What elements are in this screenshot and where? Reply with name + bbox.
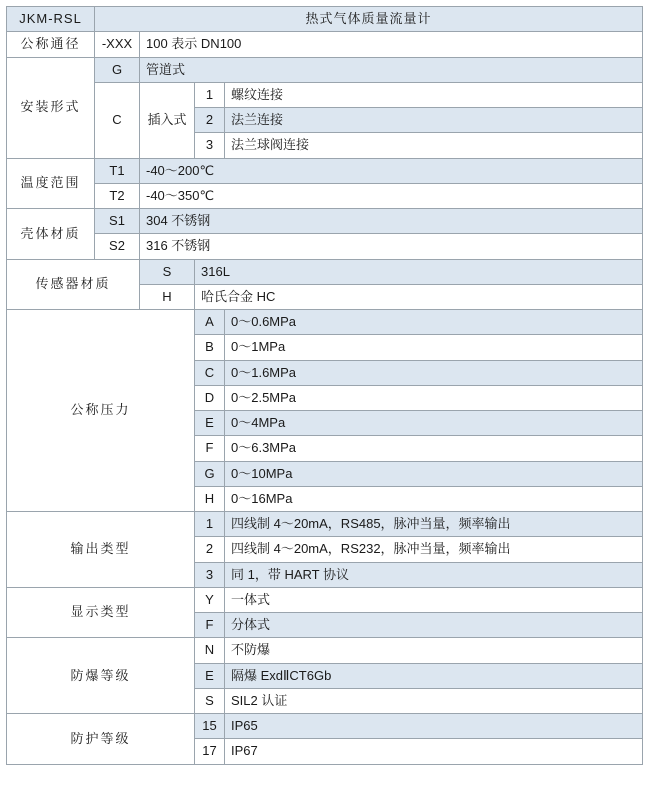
code-pressure-g: G (195, 461, 225, 486)
code-nominal-diameter: -XXX (95, 32, 140, 57)
table-row-temperature-1 (7, 158, 643, 183)
code-display-2: F (195, 613, 225, 638)
code-pressure-h: H (195, 486, 225, 511)
label-output-type: 输出类型 (7, 512, 195, 588)
value-insert-option-3: 法兰球阀连接 (225, 133, 643, 158)
value-install-pipe: 管道式 (140, 57, 643, 82)
value-sensor-1: 316L (195, 259, 643, 284)
table-row-shell-2 (7, 234, 643, 259)
table-row-exproof-1 (7, 638, 643, 663)
code-sensor-2: H (140, 284, 195, 309)
page-title: 热式气体质量流量计 (95, 7, 643, 32)
label-sensor-material: 传感器材质 (7, 259, 140, 310)
value-pressure-d: 0～2.5MPa (225, 385, 643, 410)
value-pressure-b: 0～1MPa (225, 335, 643, 360)
code-insert-option-1: 1 (195, 82, 225, 107)
code-pressure-e: E (195, 411, 225, 436)
code-pressure-c: C (195, 360, 225, 385)
code-insert-option-3: 3 (195, 133, 225, 158)
label-display-type: 显示类型 (7, 587, 195, 638)
value-display-2: 分体式 (225, 613, 643, 638)
value-insert-option-1: 螺纹连接 (225, 82, 643, 107)
label-install-type: 安装形式 (7, 57, 95, 158)
value-temperature-2: -40～350℃ (140, 183, 643, 208)
value-protection-2: IP67 (225, 739, 643, 764)
value-insert-option-2: 法兰连接 (225, 108, 643, 133)
table-row-protection-1 (7, 714, 643, 739)
code-install-pipe: G (95, 57, 140, 82)
label-temperature-range: 温度范围 (7, 158, 95, 209)
value-pressure-a: 0～0.6MPa (225, 310, 643, 335)
table-row-shell-1 (7, 209, 643, 234)
label-nominal-diameter: 公称通径 (7, 32, 95, 57)
code-install-insert: C (95, 82, 140, 158)
table-row-output-1 (7, 512, 643, 537)
code-shell-2: S2 (95, 234, 140, 259)
value-sensor-2: 哈氏合金 HC (195, 284, 643, 309)
value-nominal-diameter: 100 表示 DN100 (140, 32, 643, 57)
label-nominal-pressure: 公称压力 (7, 310, 195, 512)
table-row-display-1 (7, 587, 643, 612)
table-row-install-pipe (7, 57, 643, 82)
value-pressure-c: 0～1.6MPa (225, 360, 643, 385)
value-pressure-f: 0～6.3MPa (225, 436, 643, 461)
code-pressure-b: B (195, 335, 225, 360)
code-shell-1: S1 (95, 209, 140, 234)
value-protection-1: IP65 (225, 714, 643, 739)
value-display-1: 一体式 (225, 587, 643, 612)
label-protection-level: 防护等级 (7, 714, 195, 765)
value-pressure-g: 0～10MPa (225, 461, 643, 486)
code-protection-1: 15 (195, 714, 225, 739)
code-insert-option-2: 2 (195, 108, 225, 133)
value-output-3: 同 1，带 HART 协议 (225, 562, 643, 587)
code-output-3: 3 (195, 562, 225, 587)
specification-table (6, 6, 643, 765)
code-temperature-1: T1 (95, 158, 140, 183)
value-exproof-1: 不防爆 (225, 638, 643, 663)
value-output-1: 四线制 4～20mA，RS485，脉冲当量，频率输出 (225, 512, 643, 537)
table-row-nominal-diameter (7, 32, 643, 57)
code-protection-2: 17 (195, 739, 225, 764)
code-exproof-1: N (195, 638, 225, 663)
code-pressure-d: D (195, 385, 225, 410)
table-row-temperature-2 (7, 183, 643, 208)
label-shell-material: 壳体材质 (7, 209, 95, 260)
code-pressure-f: F (195, 436, 225, 461)
value-pressure-h: 0～16MPa (225, 486, 643, 511)
code-output-1: 1 (195, 512, 225, 537)
table-row-sensor-1 (7, 259, 643, 284)
table-row-header (7, 7, 643, 32)
code-output-2: 2 (195, 537, 225, 562)
value-shell-1: 304 不锈钢 (140, 209, 643, 234)
label-explosion-proof: 防爆等级 (7, 638, 195, 714)
value-exproof-2: 隔爆 ExdⅡCT6Gb (225, 663, 643, 688)
table-row-install-insert-1 (7, 82, 643, 107)
model-code: JKM-RSL (7, 7, 95, 32)
code-temperature-2: T2 (95, 183, 140, 208)
table-row-pressure-a (7, 310, 643, 335)
code-sensor-1: S (140, 259, 195, 284)
code-display-1: Y (195, 587, 225, 612)
code-exproof-3: S (195, 688, 225, 713)
value-exproof-3: SIL2 认证 (225, 688, 643, 713)
label-install-insert: 插入式 (140, 82, 195, 158)
code-pressure-a: A (195, 310, 225, 335)
value-pressure-e: 0～4MPa (225, 411, 643, 436)
value-temperature-1: -40～200℃ (140, 158, 643, 183)
value-output-2: 四线制 4～20mA，RS232，脉冲当量，频率输出 (225, 537, 643, 562)
value-shell-2: 316 不锈钢 (140, 234, 643, 259)
code-exproof-2: E (195, 663, 225, 688)
